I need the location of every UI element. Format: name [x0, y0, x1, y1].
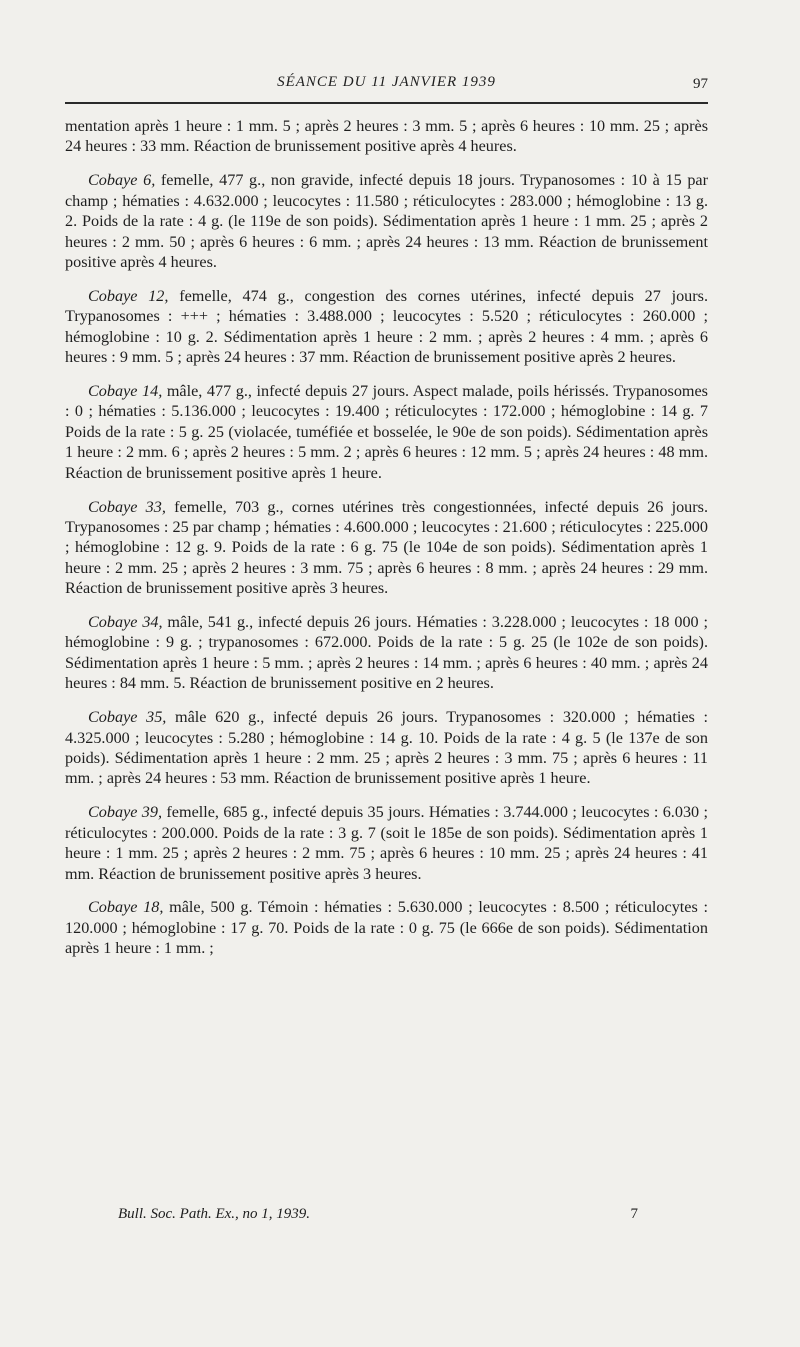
subject-label: Cobaye 6, — [88, 171, 156, 190]
paragraph-text: mentation après 1 heure : 1 mm. 5 ; après 2 heures : 3 mm. 5 ; après 6 heures : 10 mm. 25 ; après 24 heures : 33 mm. Réaction de brunissement positive après 4 heures. — [65, 117, 708, 156]
paragraph-continuation — [65, 116, 708, 157]
paragraph-cobaye-34 — [65, 612, 708, 694]
paragraph-text: femelle, 685 g., infecté depuis 35 jours. Hématies : 3.744.000 ; leucocytes : 6.030 ; réticulocytes : 200.000. Poids de la rate : 3 g. 7 (soit le 185e de son poids). Sédimentation après 1 heure : 1 mm. 25 ; après 2 heures : 2 mm. 75 ; après 6 heures : 10 mm. 25 ; après 24 heures : 41 mm. Réaction de brunissement positive après 3 heures. — [65, 803, 708, 883]
signature-mark: 7 — [630, 1206, 638, 1222]
paragraph-text: mâle, 541 g., infecté depuis 26 jours. Hématies : 3.228.000 ; leucocytes : 18 000 ; hémoglobine : 9 g. ; trypanosomes : 672.000. Poids de la rate : 5 g. 25 (le 102e de son poids). Sédimentation après 1 heure : 5 mm. ; après 2 heures : 14 mm. ; après 6 heures : 40 mm. ; après 24 heures : 84 mm. 5. Réaction de brunissement positive en 2 heures. — [65, 613, 708, 693]
paragraph-cobaye-12 — [65, 286, 708, 368]
subject-label: Cobaye 14, — [88, 381, 163, 400]
subject-label: Cobaye 12, — [88, 286, 169, 305]
subject-label: Cobaye 39, — [88, 803, 163, 822]
paragraph-cobaye-35 — [65, 707, 708, 789]
running-title: SÉANCE DU 11 JANVIER 1939 — [277, 74, 496, 90]
page-number: 97 — [693, 76, 708, 92]
header-rule — [65, 102, 708, 104]
page-header — [65, 74, 708, 98]
subject-label: Cobaye 34, — [88, 613, 163, 632]
body-text — [65, 116, 708, 972]
subject-label: Cobaye 35, — [88, 708, 167, 727]
paragraph-text: mâle, 500 g. Témoin : hématies : 5.630.000 ; leucocytes : 8.500 ; réticulocytes : 120.000 ; hémoglobine : 17 g. 70. Poids de la rate : 0 g. 75 (le 666e de son poids). Sédimentation après 1 heure : 1 mm. ; — [65, 898, 708, 958]
paragraph-cobaye-18 — [65, 897, 708, 958]
paragraph-text: femelle, 477 g., non gravide, infecté depuis 18 jours. Trypanosomes : 10 à 15 par champ ; hématies : 4.632.000 ; leucocytes : 11.580 ; réticulocytes : 283.000 ; hémoglobine : 13 g. 2. Poids de la rate : 4 g. (le 119e de son poids). Sédimentation après 1 heure : 1 mm. 25 ; après 2 heures : 2 mm. 50 ; après 6 heures : 6 mm. ; après 24 heures : 13 mm. Réaction de brunissement positive après 4 heures. — [65, 171, 708, 271]
subject-label: Cobaye 18, — [88, 898, 164, 917]
paragraph-cobaye-39 — [65, 802, 708, 884]
paragraph-text: femelle, 703 g., cornes utérines très congestionnées, infecté depuis 26 jours. Trypanosomes : 25 par champ ; hématies : 4.600.000 ; leucocytes : 21.600 ; réticulocytes : 225.000 ; hémoglobine : 12 g. 9. Poids de la rate : 6 g. 75 (le 104e de son poids). Sédimentation après 1 heure : 2 mm. 25 ; après 2 heures : 3 mm. 75 ; après 6 heures : 8 mm. ; après 24 heures : 29 mm. Réaction de brunissement positive après 3 heures. — [65, 497, 708, 598]
footer-citation: Bull. Soc. Path. Ex., no 1, 1939. — [118, 1206, 311, 1222]
paragraph-text: mâle, 477 g., infecté depuis 27 jours. Aspect malade, poils hérissés. Trypanosomes : 0 ; hématies : 5.136.000 ; leucocytes : 19.400 ; réticulocytes : 172.000 ; hémoglobine : 14 g. 7 Poids de la rate : 5 g. 25 (violacée, tuméfiée et bosselée, le 90e de son poids). Sédimentation après 1 heure : 2 mm. 6 ; après 2 heures : 5 mm. 2 ; après 6 heures : 12 mm. 5 ; après 24 heures : 48 mm. Réaction de brunissement positive après 1 heure. — [65, 381, 708, 482]
subject-label: Cobaye 33, — [88, 497, 166, 516]
paragraph-cobaye-33 — [65, 497, 708, 599]
paragraph-text: femelle, 474 g., congestion des cornes utérines, infecté depuis 27 jours. Trypanosomes : +++ ; hématies : 3.488.000 ; leucocytes : 5.520 ; réticulocytes : 260.000 ; hémoglobine : 10 g. 2. Sédimentation après 1 heure : 2 mm. ; après 2 heures : 4 mm. ; après 6 heures : 9 mm. 5 ; après 24 heures : 37 mm. Réaction de brunissement positive après 2 heures. — [65, 286, 709, 367]
page-footer — [118, 1206, 638, 1228]
paragraph-cobaye-14 — [65, 381, 708, 483]
paragraph-cobaye-6 — [65, 170, 708, 272]
paragraph-text: mâle 620 g., infecté depuis 26 jours. Trypanosomes : 320.000 ; hématies : 4.325.000 ; leucocytes : 5.280 ; hémoglobine : 14 g. 10. Poids de la rate : 4 g. 5 (le 137e de son poids). Sédimentation après 1 heure : 2 mm. 25 ; après 2 heures : 3 mm. 75 ; après 6 heures : 11 mm. ; après 24 heures : 53 mm. Réaction de brunissement positive après 1 heure. — [65, 708, 708, 788]
